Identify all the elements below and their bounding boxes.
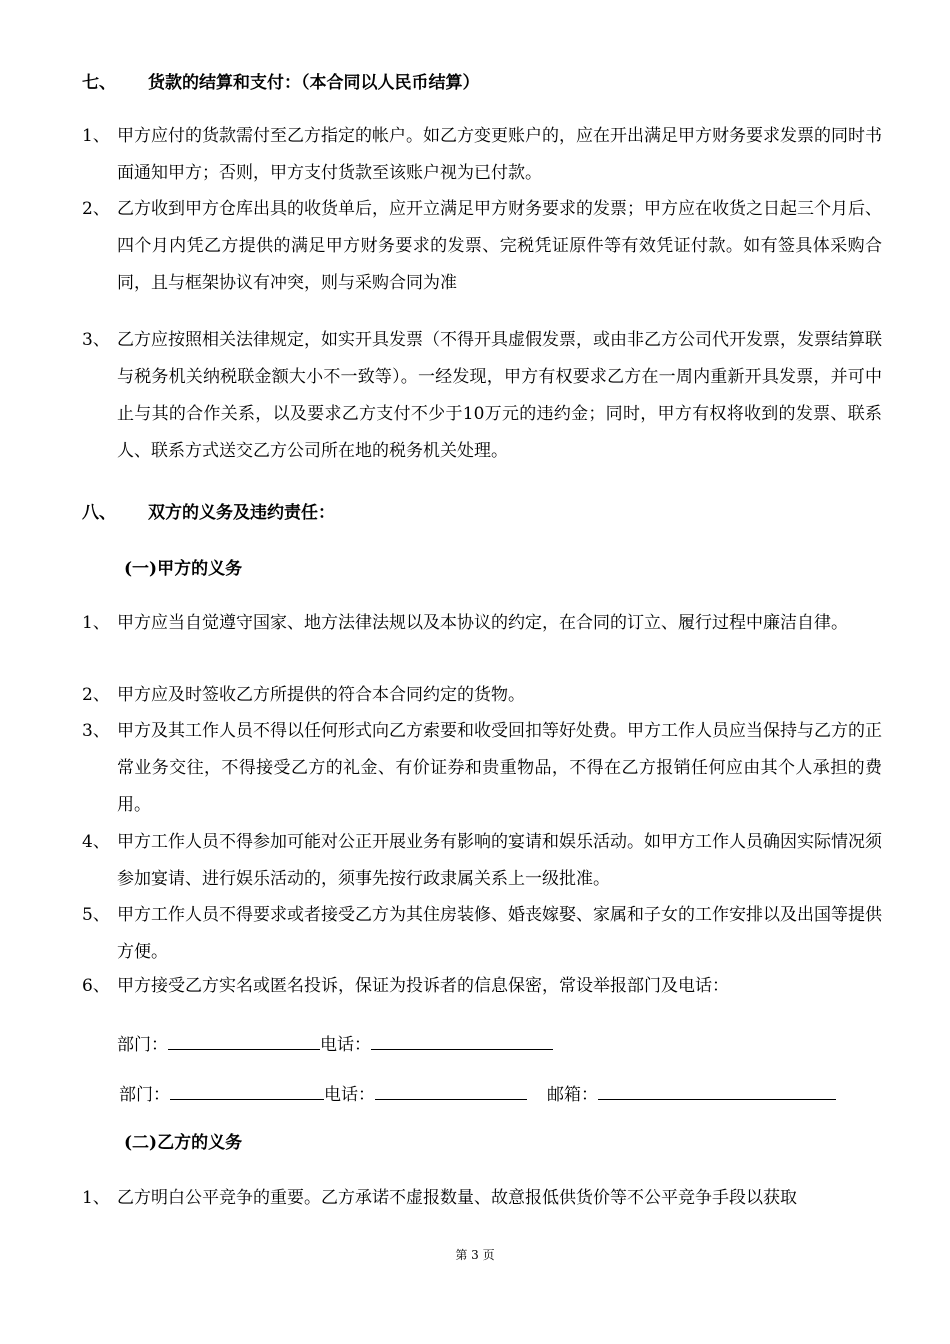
page-number-footer: 第 3 页 xyxy=(455,1248,495,1262)
item-number: 4、 xyxy=(82,832,110,852)
email-label: 邮箱： xyxy=(547,1085,598,1105)
party-b-heading: (二)乙方的义务 xyxy=(124,1133,243,1153)
section-number: 八、 xyxy=(82,503,116,523)
item-number: 6、 xyxy=(82,976,110,996)
party-a-heading: (一)甲方的义务 xyxy=(124,559,243,579)
phone-label: 电话： xyxy=(324,1085,375,1105)
item-text: 甲方工作人员不得参加可能对公正开展业务有影响的宴请和娱乐活动。如甲方工作人员确因实际情况须参加宴请、进行娱乐活动的，须事先按行政隶属关系上一级批准。 xyxy=(117,832,882,889)
item-text: 甲方接受乙方实名或匿名投诉，保证为投诉者的信息保密，常设举报部门及电话： xyxy=(117,976,729,996)
contact-line-1 xyxy=(117,1030,553,1055)
section-title: 货款的结算和支付：（本合同以人民币结算） xyxy=(148,73,480,93)
list-item xyxy=(82,713,882,824)
list-item xyxy=(82,191,882,302)
item-text: 乙方明白公平竞争的重要。乙方承诺不虚报数量、故意报低供货价等不公平竞争手段以获取 xyxy=(117,1188,797,1208)
item-number: 2、 xyxy=(82,199,110,219)
list-item xyxy=(82,605,882,642)
dept-label: 部门： xyxy=(117,1035,168,1055)
phone-label: 电话： xyxy=(320,1035,371,1055)
dept-blank-field[interactable] xyxy=(170,1081,324,1100)
item-number: 3、 xyxy=(82,721,110,741)
item-number: 5、 xyxy=(82,905,110,925)
dept-blank-field[interactable] xyxy=(168,1031,320,1050)
item-number: 3、 xyxy=(82,330,110,350)
section-8-heading xyxy=(82,498,335,523)
item-number: 1、 xyxy=(82,126,110,146)
item-text: 甲方工作人员不得要求或者接受乙方为其住房装修、婚丧嫁娶、家属和子女的工作安排以及出国等提供方便。 xyxy=(117,905,882,962)
item-text: 甲方应及时签收乙方所提供的符合本合同约定的货物。 xyxy=(117,685,525,705)
dept-label: 部门： xyxy=(119,1085,170,1105)
email-blank-field[interactable] xyxy=(598,1081,836,1100)
section-number: 七、 xyxy=(82,73,116,93)
list-item xyxy=(82,1180,882,1217)
phone-blank-field[interactable] xyxy=(375,1081,527,1100)
section-title: 双方的义务及违约责任： xyxy=(148,503,335,523)
item-text: 甲方应当自觉遵守国家、地方法律法规以及本协议的约定，在合同的订立、履行过程中廉洁自律。 xyxy=(117,613,848,633)
item-number: 2、 xyxy=(82,685,110,705)
item-number: 1、 xyxy=(82,1188,110,1208)
item-text: 甲方应付的货款需付至乙方指定的帐户。如乙方变更账户的，应在开出满足甲方财务要求发票的同时书面通知甲方；否则，甲方支付货款至该账户视为已付款。 xyxy=(117,126,882,183)
section-7-heading xyxy=(82,68,480,93)
phone-blank-field[interactable] xyxy=(371,1031,553,1050)
list-item xyxy=(82,897,882,971)
item-number: 1、 xyxy=(82,613,110,633)
item-text: 乙方收到甲方仓库出具的收货单后，应开立满足甲方财务要求的发票；甲方应在收货之日起三个月后、四个月内凭乙方提供的满足甲方财务要求的发票、完税凭证原件等有效凭证付款。如有签具体采购合同，且与框架协议有冲突，则与采购合同为准 xyxy=(117,199,882,293)
contact-line-2 xyxy=(119,1080,836,1105)
list-item xyxy=(82,118,882,192)
list-item xyxy=(82,322,882,470)
list-item xyxy=(82,824,882,898)
list-item xyxy=(82,677,882,714)
item-text: 甲方及其工作人员不得以任何形式向乙方索要和收受回扣等好处费。甲方工作人员应当保持与乙方的正常业务交往，不得接受乙方的礼金、有价证券和贵重物品，不得在乙方报销任何应由其个人承担的费用。 xyxy=(117,721,882,815)
list-item xyxy=(82,968,882,1005)
item-text: 乙方应按照相关法律规定，如实开具发票（不得开具虚假发票，或由非乙方公司代开发票，发票结算联与税务机关纳税联金额大小不一致等）。一经发现，甲方有权要求乙方在一周内重新开具发票，并可中止与其的合作关系，以及要求乙方支付不少于10万元的违约金；同时，甲方有权将收到的发票、联系人、联系方式送交乙方公司所在地的税务机关处理。 xyxy=(117,330,882,461)
